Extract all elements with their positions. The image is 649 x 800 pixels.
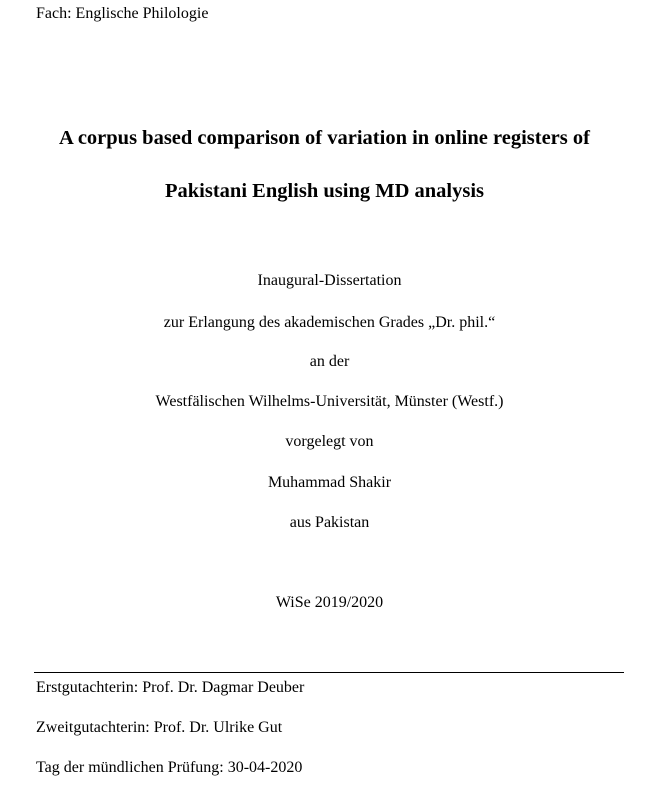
dissertation-title-line-1: A corpus based comparison of variation in online registers of bbox=[59, 127, 590, 149]
subject-line: Fach: Englische Philologie bbox=[36, 5, 209, 22]
degree-purpose: zur Erlangung des akademischen Grades „Dr. phil.“ bbox=[163, 314, 496, 331]
exam-date: Tag der mündlichen Prüfung: 30-04-2020 bbox=[36, 759, 303, 776]
submitted-by: vorgelegt von bbox=[285, 433, 374, 450]
author-name: Muhammad Shakir bbox=[267, 474, 392, 491]
divider-line bbox=[34, 672, 624, 673]
dissertation-title-line-2: Pakistani English using MD analysis bbox=[165, 180, 484, 202]
dissertation-type: Inaugural-Dissertation bbox=[257, 272, 402, 289]
semester: WiSe 2019/2020 bbox=[275, 594, 384, 611]
second-reviewer: Zweitgutachterin: Prof. Dr. Ulrike Gut bbox=[36, 719, 283, 736]
author-origin: aus Pakistan bbox=[289, 514, 370, 531]
at-the: an der bbox=[309, 353, 350, 370]
first-reviewer: Erstgutachterin: Prof. Dr. Dagmar Deuber bbox=[36, 679, 305, 696]
university-name: Westfälischen Wilhelms-Universität, Münster (Westf.) bbox=[155, 393, 504, 410]
